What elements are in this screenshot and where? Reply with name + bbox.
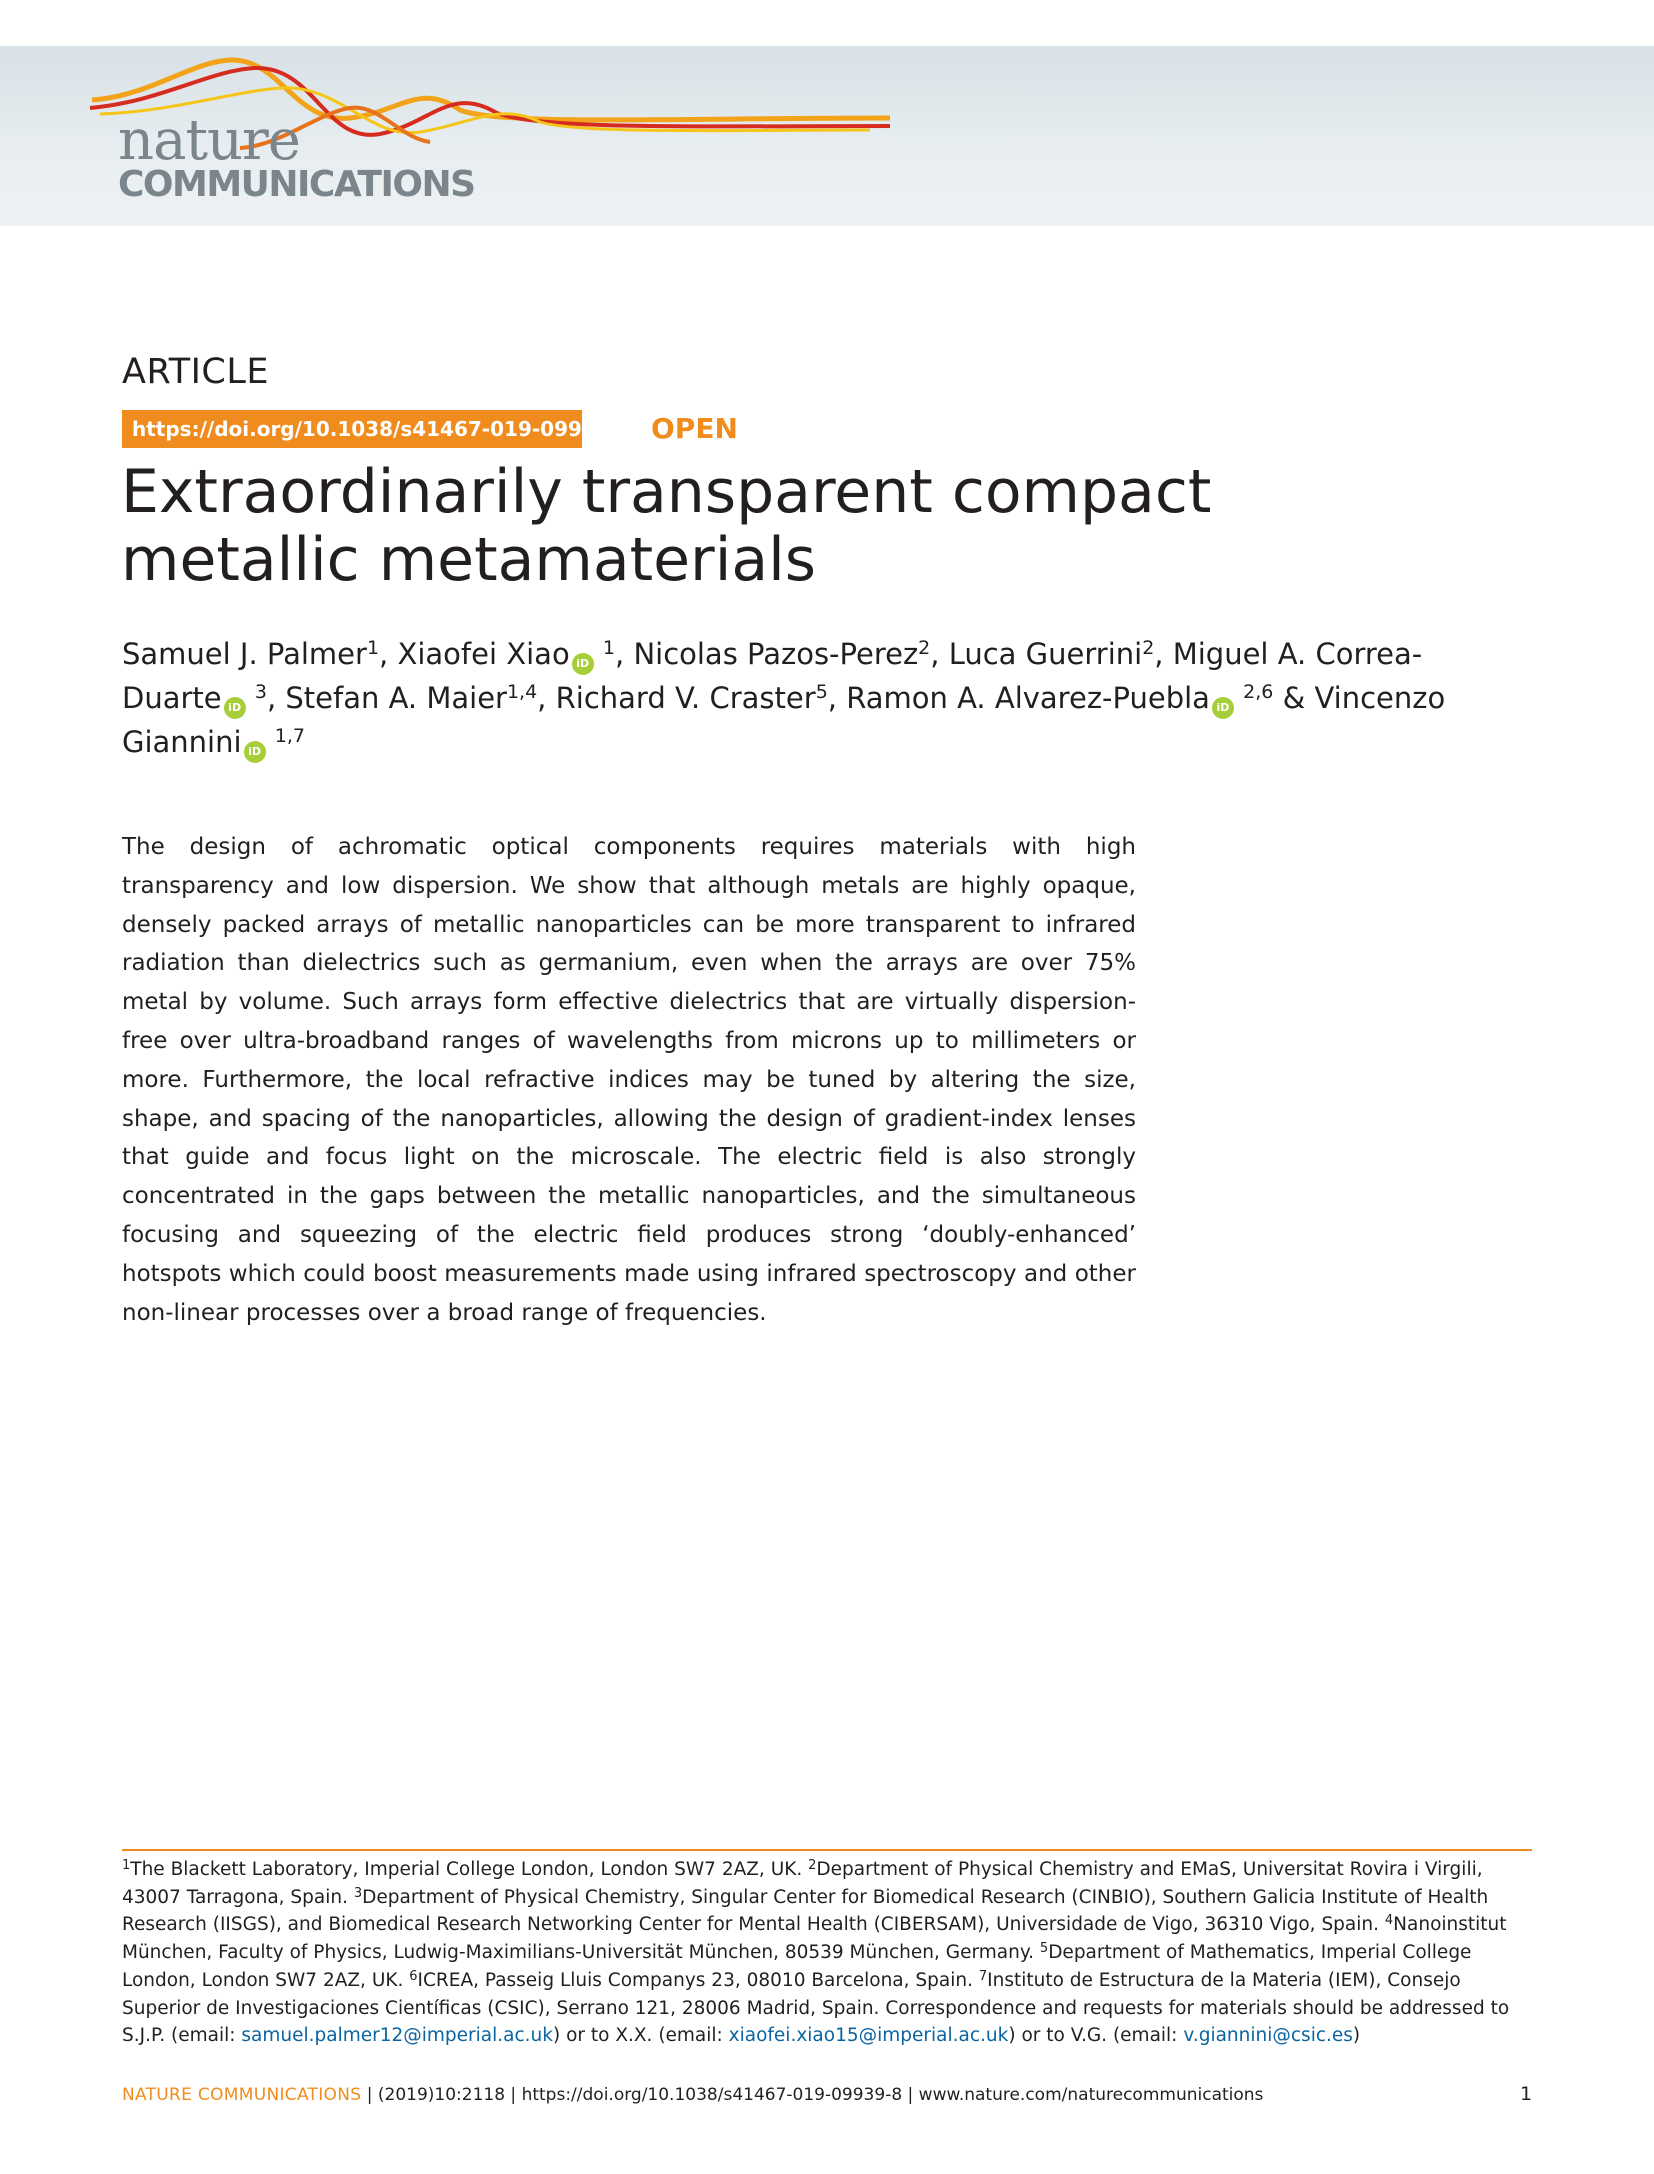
author-name[interactable]: Nicolas Pazos-Perez <box>633 637 919 671</box>
author-separator: , <box>827 681 847 715</box>
orcid-icon[interactable]: iD <box>1212 697 1234 719</box>
affiliations-divider <box>122 1849 1532 1851</box>
author-separator: , <box>930 637 949 671</box>
email-link[interactable]: samuel.palmer12@imperial.ac.uk <box>241 2025 553 2047</box>
author-separator: , <box>537 681 556 715</box>
author-separator: , <box>379 637 398 671</box>
author-affiliation-mark: 2 <box>918 637 931 659</box>
article-type-label: ARTICLE <box>122 352 269 392</box>
affiliation-text: Department of Mathematics, Imperial College London, London SW7 2AZ, UK. <box>122 1942 1472 1991</box>
correspondence-text: Correspondence and requests for materials should be addressed to S.J.P. (email: <box>122 1997 1510 2047</box>
page-number: 1 <box>1520 2083 1533 2105</box>
affiliation-number: 5 <box>1039 1941 1049 1957</box>
affiliation-text: ICREA, Passeig Lluis Companys 23, 08010 Barcelona, Spain. <box>417 1969 979 1991</box>
affiliation-number: 4 <box>1384 1913 1394 1929</box>
abstract: The design of achromatic optical components requires materials with high transparency and low dispersion. We show that although metals are highly opaque, densely packed arrays of metallic nanoparticles can be more transparent to infrared radiation than dielectrics such as germanium, even when the arrays are over 75% metal by volume. Such arrays form effective dielectrics that are virtually dispersion-free over ultra-broadband ranges of wavelengths from microns up to millimeters or more. Furthermore, the local refractive indices may be tuned by altering the size, shape, and spacing of the nanoparticles, allowing the design of gradient-index lenses that guide and focus light on the microscale. The electric field is also strongly concentrated in the gaps between the metallic nanoparticles, and the simultaneous focusing and squeezing of the electric field produces strong ‘doubly-enhanced’ hotspots which could boost measurements made using infrared spectroscopy and other non-linear processes over a broad range of frequencies. <box>122 834 1136 1326</box>
author-name[interactable]: Miguel A. Correa-Duarte <box>122 637 1423 715</box>
orcid-icon[interactable]: iD <box>224 697 246 719</box>
author-name[interactable]: Stefan A. Maier <box>285 681 507 715</box>
author-name[interactable]: Vincenzo Giannini <box>122 681 1446 759</box>
journal-banner <box>0 46 1654 226</box>
affiliation-number: 3 <box>353 1885 363 1901</box>
author-name[interactable]: Ramon A. Alvarez-Puebla <box>846 681 1210 715</box>
author-affiliation-mark: 2 <box>1142 637 1155 659</box>
author-affiliation-mark: 3 <box>254 681 267 703</box>
author-affiliation-mark: 1,7 <box>274 725 305 747</box>
author-name[interactable]: Samuel J. Palmer <box>122 637 367 671</box>
affiliation-text: Nanoinstitut München, Faculty of Physics, Ludwig-Maximilians-Universität München, 80539 München, Germany. <box>122 1914 1507 1964</box>
author-affiliation-mark: 2,6 <box>1243 681 1274 703</box>
affiliation-text: Department of Physical Chemistry and EMaS, Universitat Rovira i Virgili, 43007 Tarragona, Spain. <box>122 1859 1483 1908</box>
footer-journal-name: NATURE COMMUNICATIONS <box>122 2085 362 2105</box>
affiliation-text: Department of Physical Chemistry, Singular Center for Biomedical Research (CINBIO), Southern Galicia Institute of Health Research (IISGS), and Biomedical Research Networking Center for Mental Health (CIBERSAM), Universidade de Vigo, 36310 Vigo, Spain. <box>122 1886 1489 1936</box>
logo-communications-wordmark: COMMUNICATIONS <box>118 164 475 205</box>
email-link[interactable]: xiaofei.xiao15@imperial.ac.uk <box>728 2025 1009 2047</box>
logo-nature-wordmark: nature <box>118 108 300 173</box>
author-affiliation-mark: 5 <box>815 681 828 703</box>
affiliation-number: 7 <box>978 1968 988 1984</box>
author-separator: , <box>1154 637 1173 671</box>
orcid-icon[interactable]: iD <box>572 653 594 675</box>
affiliation-number: 6 <box>409 1968 418 1984</box>
affiliation-text: The Blackett Laboratory, Imperial College London, London SW7 2AZ, UK. <box>130 1859 809 1880</box>
email-link[interactable]: v.giannini@csic.es <box>1183 2025 1353 2047</box>
author-list <box>122 632 1462 764</box>
correspondence-text: ) <box>1352 2025 1361 2047</box>
correspondence-text: ) or to V.G. (email: <box>1008 2025 1184 2047</box>
orcid-icon[interactable]: iD <box>244 741 266 763</box>
author-name[interactable]: Xiaofei Xiao <box>397 637 570 671</box>
affiliation-number: 1 <box>122 1858 131 1873</box>
page-footer <box>122 2085 1532 2105</box>
author-affiliation-mark: 1 <box>602 637 615 659</box>
doi-link-badge[interactable]: https://doi.org/10.1038/s41467-019-09939-8 <box>122 410 582 448</box>
author-separator: , <box>266 681 286 715</box>
correspondence-text: ) or to X.X. (email: <box>552 2025 729 2047</box>
author-affiliation-mark: 1,4 <box>506 681 538 703</box>
author-separator: , <box>615 637 634 671</box>
affiliation-number: 2 <box>808 1858 817 1873</box>
author-name[interactable]: Richard V. Craster <box>555 681 816 715</box>
author-separator: & <box>1273 681 1315 715</box>
author-affiliation-mark: 1 <box>366 637 380 659</box>
affiliations <box>122 1856 1534 2050</box>
open-access-label: OPEN <box>651 412 738 445</box>
article-title: Extraordinarily transparent compact metallic metamaterials <box>121 457 1212 595</box>
footer-citation: | (2019)10:2118 | https://doi.org/10.1038/s41467-019-09939-8 | www.nature.com/naturecommunications <box>361 2085 1264 2105</box>
author-name[interactable]: Luca Guerrini <box>948 637 1143 671</box>
affiliation-text: Instituto de Estructura de la Materia (IEM), Consejo Superior de Investigaciones Científicas (CSIC), Serrano 121, 28006 Madrid, Spain. <box>122 1969 1461 2019</box>
